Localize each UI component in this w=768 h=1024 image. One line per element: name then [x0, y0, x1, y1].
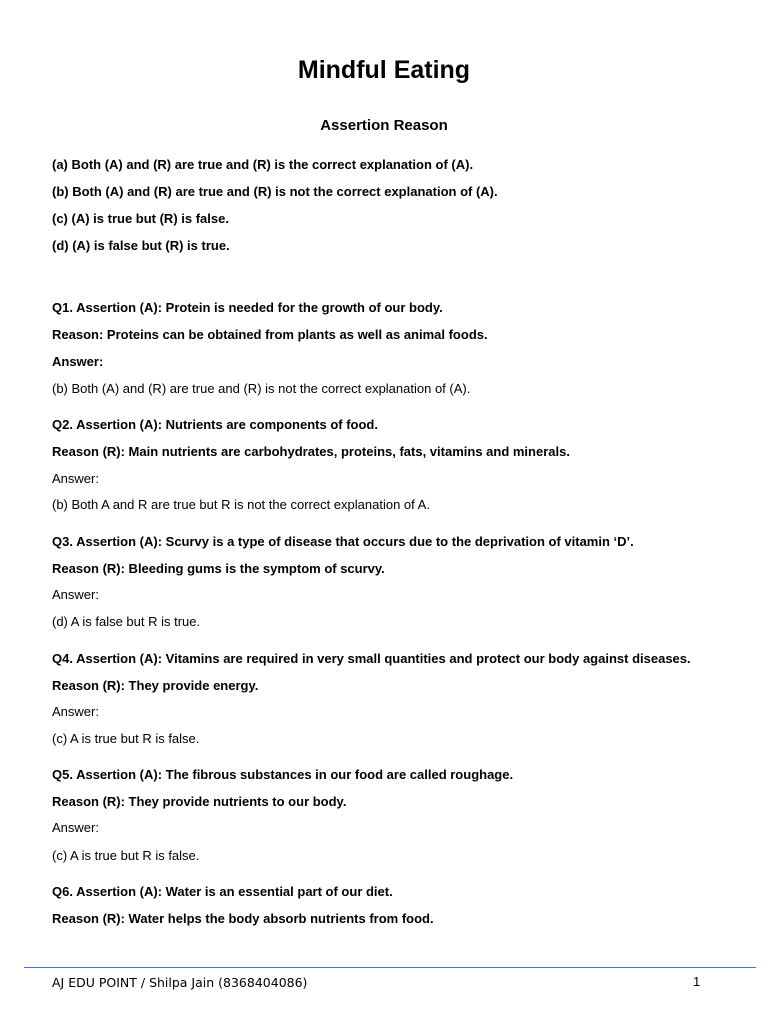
q5-answer: (c) A is true but R is false.: [52, 848, 200, 863]
q3-assertion: Q3. Assertion (A): Scurvy is a type of disease that occurs due to the deprivation of vitamin ‘D’.: [52, 534, 634, 549]
q1-answer: (b) Both (A) and (R) are true and (R) is not the correct explanation of (A).: [52, 381, 471, 396]
q5-assertion: Q5. Assertion (A): The fibrous substances in our food are called roughage.: [52, 767, 514, 782]
page-number: 1: [693, 974, 701, 989]
option-b: (b) Both (A) and (R) are true and (R) is not the correct explanation of (A).: [52, 184, 498, 199]
q4-reason: Reason (R): They provide energy.: [52, 678, 259, 693]
option-a: (a) Both (A) and (R) are true and (R) is the correct explanation of (A).: [52, 157, 474, 172]
q2-answer: (b) Both A and R are true but R is not the correct explanation of A.: [52, 497, 430, 512]
q3-answer-label: Answer:: [52, 587, 99, 602]
q1-assertion: Q1. Assertion (A): Protein is needed for the growth of our body.: [52, 300, 443, 315]
q4-assertion: Q4. Assertion (A): Vitamins are required in very small quantities and protect our body against diseases.: [52, 651, 691, 666]
q5-answer-label: Answer:: [52, 820, 99, 835]
q5-reason: Reason (R): They provide nutrients to our body.: [52, 794, 347, 809]
q6-reason: Reason (R): Water helps the body absorb nutrients from food.: [52, 911, 434, 926]
q3-answer: (d) A is false but R is true.: [52, 614, 201, 629]
q6-assertion: Q6. Assertion (A): Water is an essential part of our diet.: [52, 884, 393, 899]
q4-answer: (c) A is true but R is false.: [52, 731, 200, 746]
footer-credit: AJ EDU POINT / Shilpa Jain (8368404086): [52, 975, 308, 990]
section-heading: Assertion Reason: [320, 117, 448, 134]
page-title: Mindful Eating: [297, 56, 471, 84]
option-d: (d) (A) is false but (R) is true.: [52, 238, 230, 253]
q2-answer-label: Answer:: [52, 471, 99, 486]
q1-reason: Reason: Proteins can be obtained from plants as well as animal foods.: [52, 327, 488, 342]
option-c: (c) (A) is true but (R) is false.: [52, 211, 229, 226]
q2-assertion: Q2. Assertion (A): Nutrients are components of food.: [52, 417, 378, 432]
footer-divider: [24, 967, 756, 968]
q2-reason: Reason (R): Main nutrients are carbohydrates, proteins, fats, vitamins and minerals.: [52, 444, 570, 459]
q4-answer-label: Answer:: [52, 704, 99, 719]
q1-answer-label: Answer:: [52, 354, 104, 369]
q3-reason: Reason (R): Bleeding gums is the symptom of scurvy.: [52, 561, 385, 576]
